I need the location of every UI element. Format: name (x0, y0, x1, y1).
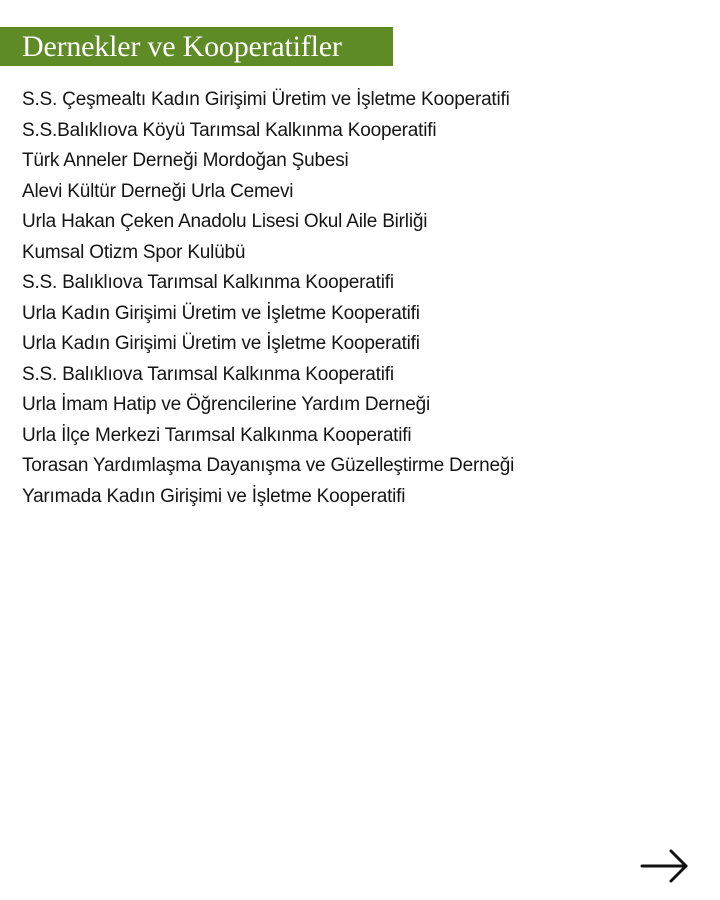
list-item: Alevi Kültür Derneği Urla Cemevi (22, 180, 294, 202)
list-item: S.S.Balıklıova Köyü Tarımsal Kalkınma Kooperatifi (22, 119, 437, 141)
list-item: Urla Kadın Girişimi Üretim ve İşletme Kooperatifi (22, 333, 420, 354)
list-item: Torasan Yardımlaşma Dayanışma ve Güzelleştirme Derneği (22, 455, 515, 476)
list-item: Türk Anneler Derneği Mordoğan Şubesi (22, 150, 349, 171)
organization-list (22, 85, 514, 512)
list-item: Urla Hakan Çeken Anadolu Lisesi Okul Aile Birliği (22, 211, 428, 232)
list-item: S.S. Balıklıova Tarımsal Kalkınma Kooperatifi (22, 272, 394, 293)
next-page-button[interactable] (640, 848, 690, 884)
arrow-right-icon (640, 848, 690, 884)
page-title-banner (0, 27, 393, 66)
list-item: Yarımada Kadın Girişimi ve İşletme Kooperatifi (22, 485, 406, 507)
list-item: S.S. Çeşmealtı Kadın Girişimi Üretim ve İşletme Kooperatifi (22, 89, 510, 110)
list-item: Urla İmam Hatip ve Öğrencilerine Yardım Derneği (22, 394, 431, 415)
list-item: Urla İlçe Merkezi Tarımsal Kalkınma Kooperatifi (22, 424, 412, 446)
list-item: S.S. Balıklıova Tarımsal Kalkınma Kooperatifi (22, 363, 394, 385)
page-title: Dernekler ve Kooperatifler (22, 29, 342, 63)
list-item: Urla Kadın Girişimi Üretim ve İşletme Kooperatifi (22, 302, 420, 324)
list-item: Kumsal Otizm Spor Kulübü (22, 241, 246, 263)
